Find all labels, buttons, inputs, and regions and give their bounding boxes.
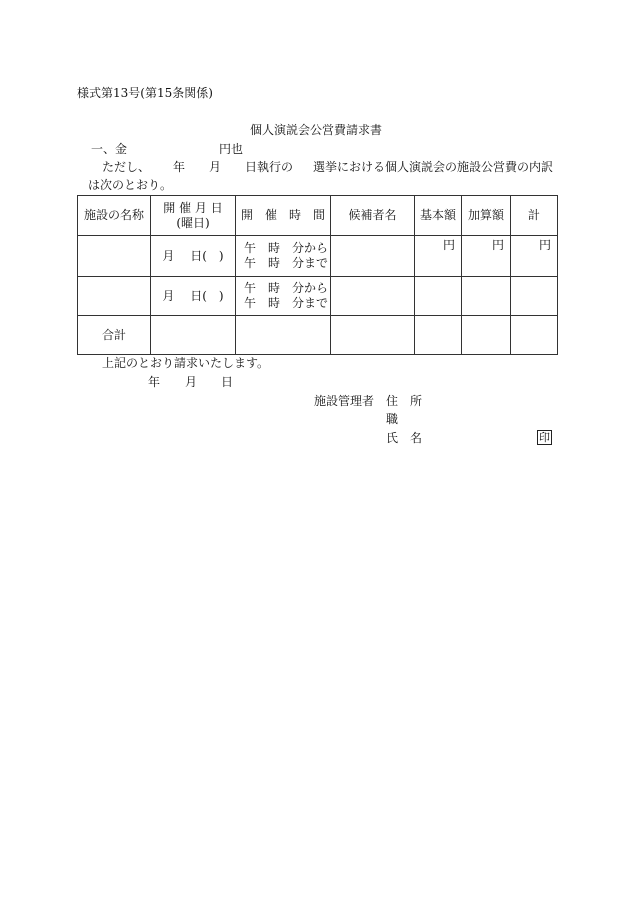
cell-facility[interactable]: [78, 277, 151, 316]
header-additional: 加算額: [462, 196, 511, 236]
form-number: 様式第13号(第15条関係): [77, 86, 213, 100]
manager-position: 職: [386, 412, 399, 426]
proviso-day-executed: 日執行の: [245, 160, 294, 174]
total-label: 合計: [78, 316, 151, 355]
closing-statement: 上記のとおり請求いたします。: [102, 356, 270, 370]
cell-date[interactable]: 月 日( ): [151, 236, 236, 277]
amount-suffix: 円也: [219, 142, 244, 156]
amount-prefix: 一、金: [91, 142, 128, 156]
cell-additional[interactable]: 円: [462, 236, 511, 277]
header-date: [151, 196, 236, 236]
cell-time[interactable]: [236, 277, 331, 316]
cell-date[interactable]: 月 日( ): [151, 277, 236, 316]
header-total: 計: [511, 196, 558, 236]
header-time: 開 催 時 間: [236, 196, 331, 236]
total-cell[interactable]: [151, 316, 236, 355]
table-row: [78, 277, 558, 316]
cell-base[interactable]: 円: [415, 236, 462, 277]
total-cell[interactable]: [236, 316, 331, 355]
sign-date-year: 年: [148, 375, 161, 389]
proviso-tadashi: ただし、: [102, 160, 151, 174]
manager-name: 氏 名: [386, 431, 423, 445]
cell-time[interactable]: [236, 236, 331, 277]
cell-facility[interactable]: [78, 236, 151, 277]
cell-candidate[interactable]: [331, 277, 415, 316]
document-title: 個人演説会公営費請求書: [250, 123, 383, 137]
total-cell[interactable]: [415, 316, 462, 355]
cell-base[interactable]: [415, 277, 462, 316]
cell-total[interactable]: [511, 277, 558, 316]
header-candidate: 候補者名: [331, 196, 415, 236]
total-cell[interactable]: [331, 316, 415, 355]
sign-date-month: 月: [185, 375, 198, 389]
proviso-election-text: 選挙における個人演説会の施設公営費の内訳: [313, 160, 554, 174]
proviso-continuation: は次のとおり。: [88, 178, 173, 192]
header-date-line2: (曜日): [176, 215, 210, 230]
total-cell[interactable]: [511, 316, 558, 355]
proviso-month: 月: [209, 160, 222, 174]
time-from: 午 時 分から: [244, 241, 329, 255]
total-cell[interactable]: [462, 316, 511, 355]
time-from: 午 時 分から: [244, 281, 329, 295]
expense-table: [77, 195, 558, 355]
time-to: 午 時 分まで: [244, 296, 329, 310]
table-header-row: [78, 196, 558, 236]
sign-date-day: 日: [221, 375, 234, 389]
cell-candidate[interactable]: [331, 236, 415, 277]
seal-mark: 印: [539, 431, 550, 444]
time-to: 午 時 分まで: [244, 256, 329, 270]
cell-additional[interactable]: [462, 277, 511, 316]
table-row: [78, 236, 558, 277]
header-facility-name: 施設の名称: [78, 196, 151, 236]
proviso-year: 年: [173, 160, 186, 174]
header-date-line1: 開 催 月 日: [163, 200, 223, 215]
table-total-row: [78, 316, 558, 355]
manager-address: 住 所: [386, 394, 423, 408]
header-base: 基本額: [415, 196, 462, 236]
manager-label: 施設管理者: [314, 394, 375, 408]
cell-total[interactable]: 円: [511, 236, 558, 277]
